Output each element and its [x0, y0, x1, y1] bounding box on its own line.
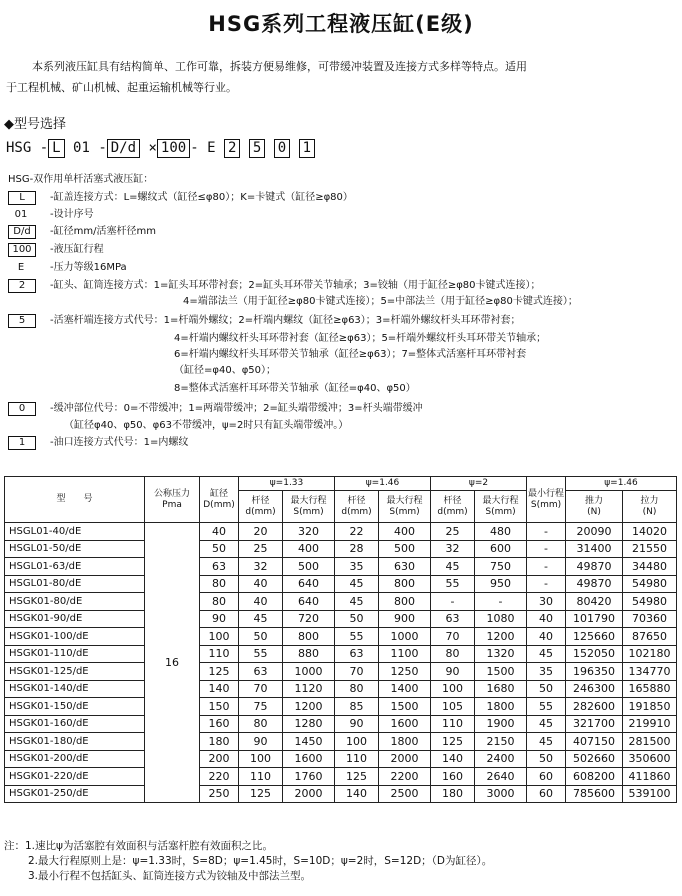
table-row — [5, 575, 677, 593]
cell-maxstroke-3: 1320 — [475, 645, 527, 663]
cell-model: HSGK01-250/dE — [5, 785, 145, 803]
cell-bore: 90 — [200, 610, 239, 628]
header-ratio-1-46-force: ψ=1.46 — [566, 477, 677, 491]
cell-bore: 40 — [200, 523, 239, 541]
cell-bore: 80 — [200, 593, 239, 611]
cell-push: 407150 — [566, 733, 623, 751]
cell-maxstroke-3: 480 — [475, 523, 527, 541]
table-row — [5, 680, 677, 698]
cell-rod-2: 90 — [335, 715, 379, 733]
note-3: 3.最小行程不包括缸头、缸筒连接方式为铰轴及中部法兰型。 — [28, 870, 312, 882]
cell-maxstroke-2: 2200 — [379, 768, 431, 786]
cell-bore: 63 — [200, 558, 239, 576]
section-title: ◆型号选择 — [4, 117, 66, 132]
header-push: 推力 (N) — [566, 491, 623, 523]
cell-push: 785600 — [566, 785, 623, 803]
cell-push: 20090 — [566, 523, 623, 541]
cell-maxstroke-2: 1400 — [379, 680, 431, 698]
cell-bore: 160 — [200, 715, 239, 733]
model-mid: 01 - — [73, 140, 107, 156]
cell-rod-3: 140 — [431, 750, 475, 768]
model-code-dd: D/d — [107, 139, 140, 158]
model-code-stroke: 100 — [157, 139, 190, 158]
cell-pull: 34480 — [623, 558, 677, 576]
header-bore: 缸径 D(mm) — [200, 477, 239, 523]
cell-rod-1: 125 — [239, 785, 283, 803]
cell-push: 125660 — [566, 628, 623, 646]
cell-maxstroke-1: 880 — [283, 645, 335, 663]
header-ratio-1-33: ψ=1.33 — [239, 477, 335, 491]
cell-min-stroke: - — [527, 540, 566, 558]
cell-pull: 191850 — [623, 698, 677, 716]
cell-maxstroke-3: 950 — [475, 575, 527, 593]
cell-maxstroke-2: 1000 — [379, 628, 431, 646]
cell-pull: 70360 — [623, 610, 677, 628]
table-row — [5, 663, 677, 681]
cell-maxstroke-2: 630 — [379, 558, 431, 576]
cell-pull: 411860 — [623, 768, 677, 786]
cell-rod-3: 63 — [431, 610, 475, 628]
cell-model: HSGL01-80/dE — [5, 575, 145, 593]
cell-bore: 150 — [200, 698, 239, 716]
cell-pull: 350600 — [623, 750, 677, 768]
cell-rod-2: 45 — [335, 593, 379, 611]
cell-maxstroke-2: 1250 — [379, 663, 431, 681]
cell-maxstroke-1: 1120 — [283, 680, 335, 698]
cell-min-stroke: 40 — [527, 628, 566, 646]
table-row — [5, 733, 677, 751]
header-ratio-1-46: ψ=1.46 — [335, 477, 431, 491]
cell-model: HSGK01-150/dE — [5, 698, 145, 716]
cell-min-stroke: 50 — [527, 680, 566, 698]
cell-rod-2: 100 — [335, 733, 379, 751]
cell-rod-2: 110 — [335, 750, 379, 768]
table-row — [5, 750, 677, 768]
model-times: × — [148, 140, 157, 156]
cell-maxstroke-1: 1200 — [283, 698, 335, 716]
cell-bore: 125 — [200, 663, 239, 681]
cell-maxstroke-2: 1500 — [379, 698, 431, 716]
cell-model: HSGL01-40/dE — [5, 523, 145, 541]
cell-min-stroke: - — [527, 575, 566, 593]
legend-cont-2: 4=端部法兰（用于缸径≥φ80卡键式连接）；5=中部法兰（用于缸径≥φ80卡键式连接）； — [183, 296, 578, 307]
cell-pull: 165880 — [623, 680, 677, 698]
model-code — [6, 139, 315, 158]
cell-maxstroke-2: 2500 — [379, 785, 431, 803]
cell-min-stroke: 45 — [527, 645, 566, 663]
header-min-stroke: 最小行程 S(mm) — [527, 477, 566, 523]
cell-push: 246300 — [566, 680, 623, 698]
cell-maxstroke-2: 1100 — [379, 645, 431, 663]
cell-rod-3: 105 — [431, 698, 475, 716]
cell-model: HSGK01-200/dE — [5, 750, 145, 768]
cell-maxstroke-2: 400 — [379, 523, 431, 541]
legend-cont-5a: 4=杆端内螺纹杆头耳环带衬套（缸径≥φ63）；5=杆端外螺纹杆头耳环带关节轴承； — [174, 333, 547, 344]
header-maxstroke-2: 最大行程 S(mm) — [379, 491, 431, 523]
cell-maxstroke-3: 1500 — [475, 663, 527, 681]
cell-rod-2: 22 — [335, 523, 379, 541]
cell-bore: 100 — [200, 628, 239, 646]
cell-rod-3: 90 — [431, 663, 475, 681]
table-row — [5, 558, 677, 576]
cell-maxstroke-1: 640 — [283, 575, 335, 593]
table-row — [5, 768, 677, 786]
model-code-0: 0 — [274, 139, 290, 158]
model-code-1: 1 — [299, 139, 315, 158]
cell-maxstroke-3: 2640 — [475, 768, 527, 786]
cell-rod-1: 25 — [239, 540, 283, 558]
cell-push: 80420 — [566, 593, 623, 611]
cell-maxstroke-1: 400 — [283, 540, 335, 558]
cell-pull: 14020 — [623, 523, 677, 541]
cell-rod-1: 100 — [239, 750, 283, 768]
table-row — [5, 628, 677, 646]
cell-push: 31400 — [566, 540, 623, 558]
cell-model: HSGK01-125/dE — [5, 663, 145, 681]
cell-push: 502660 — [566, 750, 623, 768]
cell-push: 282600 — [566, 698, 623, 716]
model-code-5: 5 — [249, 139, 265, 158]
cell-rod-3: 125 — [431, 733, 475, 751]
cell-maxstroke-2: 500 — [379, 540, 431, 558]
cell-bore: 180 — [200, 733, 239, 751]
intro-line-1: 本系列液压缸具有结构简单、工作可靠，拆装方便易维修，可带缓冲装置及连接方式多样等特点。适用 — [32, 60, 527, 73]
note-1: 注：1.速比ψ为活塞腔有效面积与活塞杆腔有效面积之比。 — [4, 840, 273, 852]
cell-maxstroke-1: 800 — [283, 628, 335, 646]
header-ratio-2: ψ=2 — [431, 477, 527, 491]
cell-min-stroke: 60 — [527, 768, 566, 786]
cell-rod-2: 28 — [335, 540, 379, 558]
intro-paragraph — [6, 56, 676, 98]
cell-model: HSGK01-80/dE — [5, 593, 145, 611]
cell-model: HSGK01-180/dE — [5, 733, 145, 751]
table-row — [5, 593, 677, 611]
cell-maxstroke-2: 1800 — [379, 733, 431, 751]
cell-rod-3: - — [431, 593, 475, 611]
cell-model: HSGL01-63/dE — [5, 558, 145, 576]
table-row — [5, 698, 677, 716]
legend-cont-5b: 6=杆端内螺纹杆头耳环带关节轴承（缸径≥φ63）；7=整体式活塞杆耳环带衬套 — [174, 349, 527, 360]
cell-rod-3: 100 — [431, 680, 475, 698]
header-rod-1: 杆径 d(mm) — [239, 491, 283, 523]
cell-pull: 54980 — [623, 593, 677, 611]
cell-min-stroke: 45 — [527, 715, 566, 733]
cell-rod-1: 40 — [239, 593, 283, 611]
note-2: 2.最大行程原则上是：ψ=1.33时，S=8D；ψ=1.45时，S=10D；ψ=2时，S=12D；（D为缸径）。 — [28, 855, 493, 867]
cell-maxstroke-2: 900 — [379, 610, 431, 628]
header-maxstroke-3: 最大行程 S(mm) — [475, 491, 527, 523]
cell-rod-3: 80 — [431, 645, 475, 663]
cell-maxstroke-3: 2150 — [475, 733, 527, 751]
model-code-2: 2 — [224, 139, 240, 158]
cell-rod-1: 110 — [239, 768, 283, 786]
page-title: HSG系列工程液压缸(E级) — [208, 12, 474, 36]
cell-model: HSGK01-140/dE — [5, 680, 145, 698]
cell-bore: 250 — [200, 785, 239, 803]
cell-rod-1: 32 — [239, 558, 283, 576]
cell-model: HSGK01-90/dE — [5, 610, 145, 628]
cell-push: 608200 — [566, 768, 623, 786]
cell-bore: 200 — [200, 750, 239, 768]
cell-rod-1: 70 — [239, 680, 283, 698]
cell-bore: 140 — [200, 680, 239, 698]
cell-maxstroke-1: 640 — [283, 593, 335, 611]
cell-rod-1: 20 — [239, 523, 283, 541]
header-pull: 拉力 (N) — [623, 491, 677, 523]
cell-maxstroke-3: 1800 — [475, 698, 527, 716]
cell-min-stroke: - — [527, 558, 566, 576]
cell-maxstroke-2: 2000 — [379, 750, 431, 768]
cell-maxstroke-1: 320 — [283, 523, 335, 541]
cell-rod-1: 45 — [239, 610, 283, 628]
cell-rod-1: 40 — [239, 575, 283, 593]
table-row — [5, 540, 677, 558]
notes — [4, 839, 676, 884]
cell-maxstroke-3: 1080 — [475, 610, 527, 628]
spec-table — [4, 476, 677, 803]
cell-rod-2: 85 — [335, 698, 379, 716]
cell-maxstroke-2: 800 — [379, 593, 431, 611]
cell-pull: 134770 — [623, 663, 677, 681]
cell-maxstroke-1: 1280 — [283, 715, 335, 733]
cell-pull: 539100 — [623, 785, 677, 803]
cell-min-stroke: 40 — [527, 610, 566, 628]
cell-maxstroke-3: 1200 — [475, 628, 527, 646]
cell-rod-1: 50 — [239, 628, 283, 646]
header-rod-3: 杆径 d(mm) — [431, 491, 475, 523]
model-prefix: HSG - — [6, 140, 49, 156]
cell-push: 49870 — [566, 558, 623, 576]
cell-bore: 220 — [200, 768, 239, 786]
cell-bore: 50 — [200, 540, 239, 558]
cell-pull: 102180 — [623, 645, 677, 663]
legend-cont-5d: 8=整体式活塞杆耳环带关节轴承（缸径=φ40、φ50） — [174, 383, 416, 394]
cell-min-stroke: 55 — [527, 698, 566, 716]
cell-maxstroke-3: 2400 — [475, 750, 527, 768]
cell-rod-2: 45 — [335, 575, 379, 593]
legend-cont-0: （缸径φ40、φ50、φ63不带缓冲，ψ=2时只有缸头端带缓冲。） — [64, 420, 349, 431]
cell-push: 321700 — [566, 715, 623, 733]
cell-maxstroke-3: - — [475, 593, 527, 611]
cell-maxstroke-1: 2000 — [283, 785, 335, 803]
cell-min-stroke: 45 — [527, 733, 566, 751]
cell-model: HSGL01-50/dE — [5, 540, 145, 558]
table-row — [5, 610, 677, 628]
cell-pull: 54980 — [623, 575, 677, 593]
cell-maxstroke-3: 600 — [475, 540, 527, 558]
cell-min-stroke: 60 — [527, 785, 566, 803]
cell-model: HSGK01-160/dE — [5, 715, 145, 733]
cell-rod-3: 180 — [431, 785, 475, 803]
cell-min-stroke: 35 — [527, 663, 566, 681]
cell-maxstroke-3: 750 — [475, 558, 527, 576]
header-model: 型 号 — [5, 477, 145, 523]
cell-rod-2: 70 — [335, 663, 379, 681]
cell-rod-3: 32 — [431, 540, 475, 558]
cell-push: 49870 — [566, 575, 623, 593]
cell-maxstroke-1: 1760 — [283, 768, 335, 786]
cell-bore: 80 — [200, 575, 239, 593]
cell-rod-3: 110 — [431, 715, 475, 733]
cell-push: 196350 — [566, 663, 623, 681]
header-pressure: 公称压力 Pma — [145, 477, 200, 523]
cell-rod-2: 80 — [335, 680, 379, 698]
cell-rod-1: 55 — [239, 645, 283, 663]
cell-maxstroke-3: 1900 — [475, 715, 527, 733]
cell-rod-2: 63 — [335, 645, 379, 663]
cell-push: 101790 — [566, 610, 623, 628]
table-row — [5, 523, 677, 541]
model-code-l: L — [48, 139, 64, 158]
cell-rod-1: 75 — [239, 698, 283, 716]
cell-model: HSGK01-100/dE — [5, 628, 145, 646]
cell-maxstroke-1: 1450 — [283, 733, 335, 751]
cell-min-stroke: 50 — [527, 750, 566, 768]
cell-rod-2: 50 — [335, 610, 379, 628]
cell-rod-1: 63 — [239, 663, 283, 681]
cell-rod-3: 55 — [431, 575, 475, 593]
header-maxstroke-1: 最大行程 S(mm) — [283, 491, 335, 523]
cell-pull: 87650 — [623, 628, 677, 646]
cell-rod-3: 70 — [431, 628, 475, 646]
cell-bore: 110 — [200, 645, 239, 663]
cell-rod-2: 55 — [335, 628, 379, 646]
cell-maxstroke-2: 800 — [379, 575, 431, 593]
cell-maxstroke-1: 500 — [283, 558, 335, 576]
legend-header: HSG-双作用单杆活塞式液压缸： — [8, 174, 154, 185]
cell-maxstroke-2: 1600 — [379, 715, 431, 733]
header-rod-2: 杆径 d(mm) — [335, 491, 379, 523]
cell-maxstroke-3: 1680 — [475, 680, 527, 698]
table-row — [5, 785, 677, 803]
cell-rod-3: 45 — [431, 558, 475, 576]
cell-pull: 281500 — [623, 733, 677, 751]
cell-rod-3: 160 — [431, 768, 475, 786]
cell-pull: 21550 — [623, 540, 677, 558]
cell-rod-2: 140 — [335, 785, 379, 803]
table-row — [5, 715, 677, 733]
cell-model: HSGK01-110/dE — [5, 645, 145, 663]
model-dash: - — [190, 140, 199, 156]
cell-rod-2: 125 — [335, 768, 379, 786]
cell-maxstroke-1: 1600 — [283, 750, 335, 768]
cell-min-stroke: - — [527, 523, 566, 541]
spec-table-body — [5, 523, 677, 803]
table-row — [5, 645, 677, 663]
model-code-e: E — [207, 140, 216, 156]
cell-rod-1: 90 — [239, 733, 283, 751]
intro-line-2: 于工程机械、矿山机械、起重运输机械等行业。 — [6, 81, 237, 94]
cell-min-stroke: 30 — [527, 593, 566, 611]
cell-pull: 219910 — [623, 715, 677, 733]
legend-cont-5c: （缸径=φ40、φ50）； — [174, 365, 277, 376]
cell-maxstroke-3: 3000 — [475, 785, 527, 803]
cell-maxstroke-1: 720 — [283, 610, 335, 628]
cell-rod-1: 80 — [239, 715, 283, 733]
cell-rod-3: 25 — [431, 523, 475, 541]
cell-pressure: 16 — [145, 523, 200, 803]
cell-push: 152050 — [566, 645, 623, 663]
cell-model: HSGK01-220/dE — [5, 768, 145, 786]
cell-rod-2: 35 — [335, 558, 379, 576]
cell-maxstroke-1: 1000 — [283, 663, 335, 681]
